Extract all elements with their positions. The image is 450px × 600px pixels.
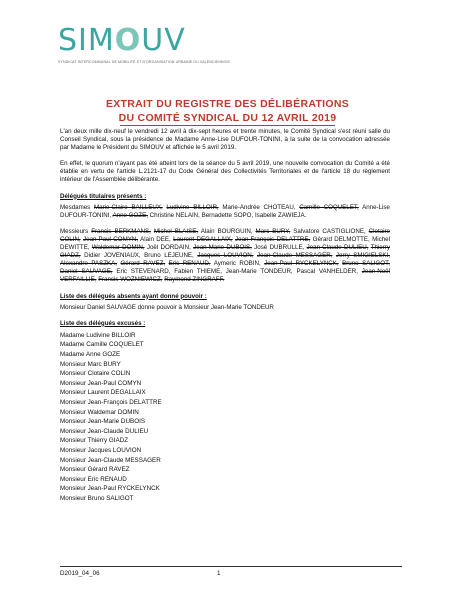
delegate-name: Jean-Marie DUBOIS, bbox=[193, 244, 252, 252]
excused-delegate: Monsieur Gérard RAVEZ bbox=[60, 466, 130, 474]
excuses-heading: Liste des délégués excusés : bbox=[60, 319, 146, 327]
titulaires-messieurs bbox=[60, 228, 390, 285]
excused-delegate: Monsieur Marc BURY bbox=[60, 360, 121, 368]
delegate-name: Joël DORDAIN, bbox=[146, 244, 191, 252]
delegate-name: Laurent DEGALLAIX, bbox=[173, 235, 233, 243]
pouvoirs-line: Monsieur Daniel SAUVAGE donne pouvoir à Monsieur Jean-Marie TONDEUR bbox=[60, 303, 274, 311]
delegate-name: Michel DEWITTE, bbox=[60, 235, 390, 252]
delegate-name: Christine NELAIN, bbox=[149, 211, 200, 219]
delegate-name: Waldemar DOMIN, bbox=[91, 244, 145, 252]
excused-delegate: Madame Anne GOZE bbox=[60, 350, 121, 358]
excused-delegate: Monsieur Thierry GIADZ bbox=[60, 437, 129, 445]
delegate-name: Ludivine BILLOIR, bbox=[166, 203, 219, 211]
delegate-name: Camille COQUELET, bbox=[299, 203, 359, 211]
delegate-name: Jean-Claude MESSAGER, bbox=[256, 252, 333, 260]
excused-delegate: Madame Camille COQUELET bbox=[60, 341, 144, 349]
page-footer bbox=[60, 566, 402, 577]
delegate-name: Alain BOURGUIN, bbox=[200, 227, 253, 235]
delegate-name: Mesdames bbox=[60, 203, 91, 211]
delegate-name: Alexandre PASZKA, bbox=[60, 260, 118, 268]
delegate-name: Jean-Claude DULIEU, bbox=[306, 244, 369, 252]
delegate-name: Gérard RAVEZ, bbox=[120, 260, 166, 268]
excused-delegate: Madame Ludivine BILLOIR bbox=[60, 331, 136, 339]
excused-delegate: Monsieur Clotaire COLIN bbox=[60, 370, 131, 378]
delegate-name: Isabelle ZAWIEJA. bbox=[254, 211, 307, 219]
titulaires-heading: Délégués titulaires présents : bbox=[60, 192, 147, 200]
delegate-name: Francis WOZNIEWICZ, bbox=[98, 276, 163, 284]
excused-delegate: Monsieur Jean-Claude DULIEU bbox=[60, 427, 149, 435]
logo-wordmark-start: SIM bbox=[58, 23, 115, 58]
delegate-name: Clotaire COLIN, bbox=[60, 227, 390, 243]
excused-delegate: Monsieur Jean-Claude MESSAGER bbox=[60, 456, 161, 464]
delegate-name: Bruno SALIGOT, bbox=[342, 260, 390, 268]
excused-delegate: Monsieur Jean-Marie DUBOIS bbox=[60, 418, 146, 426]
delegate-name: Aymeric ROBIN, bbox=[213, 260, 261, 268]
footer-code: D2019_04_06 bbox=[60, 570, 100, 577]
delegate-name: Anne-Lise DUFOUR-TONINI, bbox=[60, 203, 390, 219]
delegate-name: Fabien THIEME, bbox=[174, 268, 222, 276]
delegate-name: Bruno LEJEUNE, bbox=[144, 252, 194, 260]
delegate-name: Francis BERKMANS, bbox=[91, 227, 151, 235]
delegate-name: Salvatore CASTIGLIONE, bbox=[293, 227, 366, 235]
logo-wordmark-mark: O bbox=[114, 23, 142, 58]
excused-delegate: Monsieur Eric RENAUD bbox=[60, 475, 127, 483]
document-body bbox=[60, 128, 390, 503]
delegate-name: Marc BURY, bbox=[255, 227, 291, 235]
delegate-name: Eric STEVENARD, bbox=[116, 268, 171, 276]
delegate-name: Daniel SAUVAGE, bbox=[60, 268, 113, 276]
delegate-name: Didier JOVENIAUX, bbox=[84, 252, 141, 260]
title-underline bbox=[120, 125, 335, 126]
excuses-list bbox=[60, 331, 390, 504]
delegate-name: Anne GOZE, bbox=[112, 211, 148, 219]
quorum-paragraph: En effet, le quorum n'ayant pas été atteint lors de la séance du 5 avril 2019, une nouvelle convocation du Comité a été établie en vertu de l'article L.2121-17 du Code Général des Collectivités Territoriales et de l'article 18 du règlement intérieur de l'Assemblée délibérante. bbox=[60, 160, 390, 184]
delegate-name: Jean-Paul RYCKELYNCK, bbox=[264, 260, 339, 268]
delegate-name: Pascal VANHELDER, bbox=[296, 268, 358, 276]
delegate-name: Alain DEE, bbox=[140, 235, 171, 243]
delegate-name: Thierry GIADZ, bbox=[60, 244, 390, 260]
titulaires-mesdames bbox=[60, 204, 390, 220]
logo-wordmark-end: UV bbox=[141, 23, 186, 58]
intro-paragraph: L'an deux mille dix-neuf le vendredi 12 avril à dix-sept heures et trente minutes, le Comité Syndical s'est réuni salle du Conseil Syndical, sous la présidence de Madame Anne-Lise DUFOUR-TONINI, à la suite de la convocation adressée par Madame le Président du SIMOUV et affichée le 5 avril 2019. bbox=[60, 128, 390, 152]
delegate-name: Messieurs bbox=[60, 227, 89, 235]
delegate-name: Bernadette SOPO, bbox=[201, 211, 254, 219]
excused-delegate: Monsieur Waldemar DOMIN bbox=[60, 408, 139, 416]
delegate-name: Marie-Andrée CHOTEAU, bbox=[222, 203, 296, 211]
delegate-name: Jerry SMIGIELSKI, bbox=[335, 252, 390, 260]
excused-delegate: Monsieur Bruno SALIGOT bbox=[60, 494, 134, 502]
excused-delegate: Monsieur Laurent DEGALLAIX bbox=[60, 389, 146, 397]
delegate-name: Raymond ZINGRAFF. bbox=[164, 276, 225, 284]
delegate-name: Gérard DELMOTTE, bbox=[312, 235, 370, 243]
delegate-name: José DUBRULLE, bbox=[254, 244, 305, 252]
delegate-name: Jean-François DELATTRE, bbox=[235, 235, 311, 243]
delegate-name: Jean-Noël VERFAILLIE, bbox=[60, 268, 390, 284]
document-title-line2: DU COMITÉ SYNDICAL DU 12 AVRIL 2019 bbox=[118, 112, 337, 124]
simouv-logo bbox=[58, 23, 231, 64]
document-title-line1: EXTRAIT DU REGISTRE DES DÉLIBÉRATIONS bbox=[105, 98, 350, 110]
excused-delegate: Monsieur Jacques LOUVION bbox=[60, 446, 142, 454]
excused-delegate: Monsieur Jean-Paul COMYN bbox=[60, 379, 142, 387]
excused-delegate: Monsieur Jean-Paul RYCKELYNCK bbox=[60, 485, 160, 493]
page-number: 1 bbox=[217, 570, 221, 577]
delegate-name: Jacques LOUVION, bbox=[197, 252, 254, 260]
delegate-name: Eric RENAUD, bbox=[168, 260, 211, 268]
logo-tagline: SYNDICAT INTERCOMMUNAL DE MOBILITÉ ET D'ORGANISATION URBAINE DU VALENCIENNOIS bbox=[58, 60, 231, 64]
excused-delegate: Monsieur Jean-François DELATTRE bbox=[60, 398, 162, 406]
delegate-name: Jean-Paul COMYN, bbox=[83, 235, 139, 243]
delegate-name: Jean-Marie TONDEUR, bbox=[225, 268, 293, 276]
pouvoirs-heading: Liste des délégués absents ayant donné pouvoir : bbox=[60, 292, 207, 300]
logo-wordmark bbox=[58, 23, 230, 58]
delegate-name: Marie-Claire BAILLEUX, bbox=[93, 203, 163, 211]
delegate-name: Michel BLAISE, bbox=[153, 227, 199, 235]
